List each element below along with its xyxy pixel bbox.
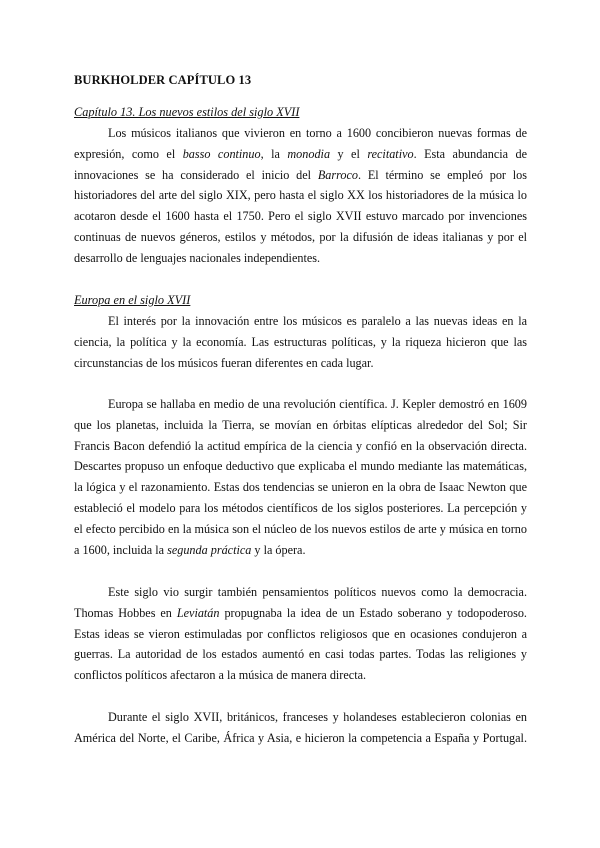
document-title: BURKHOLDER CAPÍTULO 13 [74,73,252,87]
paragraph-intro: Los músicos italianos que vivieron en torno a 1600 concibieron nuevas formas de expresión, como el basso continuo, la monodia y el recitativo. Esta abundancia de innovaciones se ha considerado el inicio del Barroco. El término se empleó por los historiadores del arte del siglo XIX, pero hasta el siglo XX los historiadores de la música lo acotaron desde el 1600 hasta el 1750. Pero el siglo XVII estuvo marcado por invenciones continuas de nuevos géneros, estilos y métodos, por la difusión de ideas italianas y por el desarrollo de lenguajes nacionales independientes. [74,126,528,265]
paragraph-innovation: El interés por la innovación entre los músicos es paralelo a las nuevas ideas en la ciencia, la política y la economía. Las estructuras políticas, y la riqueza hicieron que las circunstancias de los músicos fueran diferentes en cada lugar. [74,314,527,370]
term-monodia: monodia [287,146,331,161]
paragraph-political-thought: Este siglo vio surgir también pensamientos políticos nuevos como la democracia. Thomas Hobbes en Leviatán propugnaba la idea de un Estado soberano y todopoderoso. Estas ideas se vieron estimuladas por conflictos religiosos que en ocasiones condujeron a guerras. La autoridad de los estados aumentó en casi todas partes. Todas las religiones y conflictos políticos afectaron a la música de manera directa. [74,585,527,683]
paragraph-colonies: Durante el siglo XVII, británicos, franceses y holandeses establecieron colonias en América del Norte, el Caribe, África y Asia, e hicieron la competencia a España y Portugal. [74,710,527,745]
section-heading-chapter-13: Capítulo 13. Los nuevos estilos del siglo XVII [74,105,300,119]
section-heading-europa: Europa en el siglo XVII [74,293,191,307]
term-basso-continuo: basso continuo [182,146,261,161]
term-leviatan: Leviatán [176,605,220,620]
term-recitativo: recitativo [367,146,414,161]
paragraph-scientific-revolution: Europa se hallaba en medio de una revolución científica. J. Kepler demostró en 1609 que los planetas, incluida la Tierra, se movían en órbitas elípticas alrededor del Sol; Sir Francis Bacon defendió la actitud empírica de la ciencia y confió en la observación directa. Descartes propuso un enfoque deductivo que explicaba el mundo mediante las matemáticas, la lógica y el razonamiento. Estas dos tendencias se unieron en la obra de Isaac Newton que estableció el modelo para los métodos científicos de los siglos posteriores. La percepción y el efecto percibido en la música son el núcleo de los nuevos estilos de arte y música en torno a 1600, incluida la segunda práctica y la ópera. [74,397,527,557]
term-segunda-practica: segunda práctica [167,542,252,557]
term-barroco: Barroco [317,167,358,182]
